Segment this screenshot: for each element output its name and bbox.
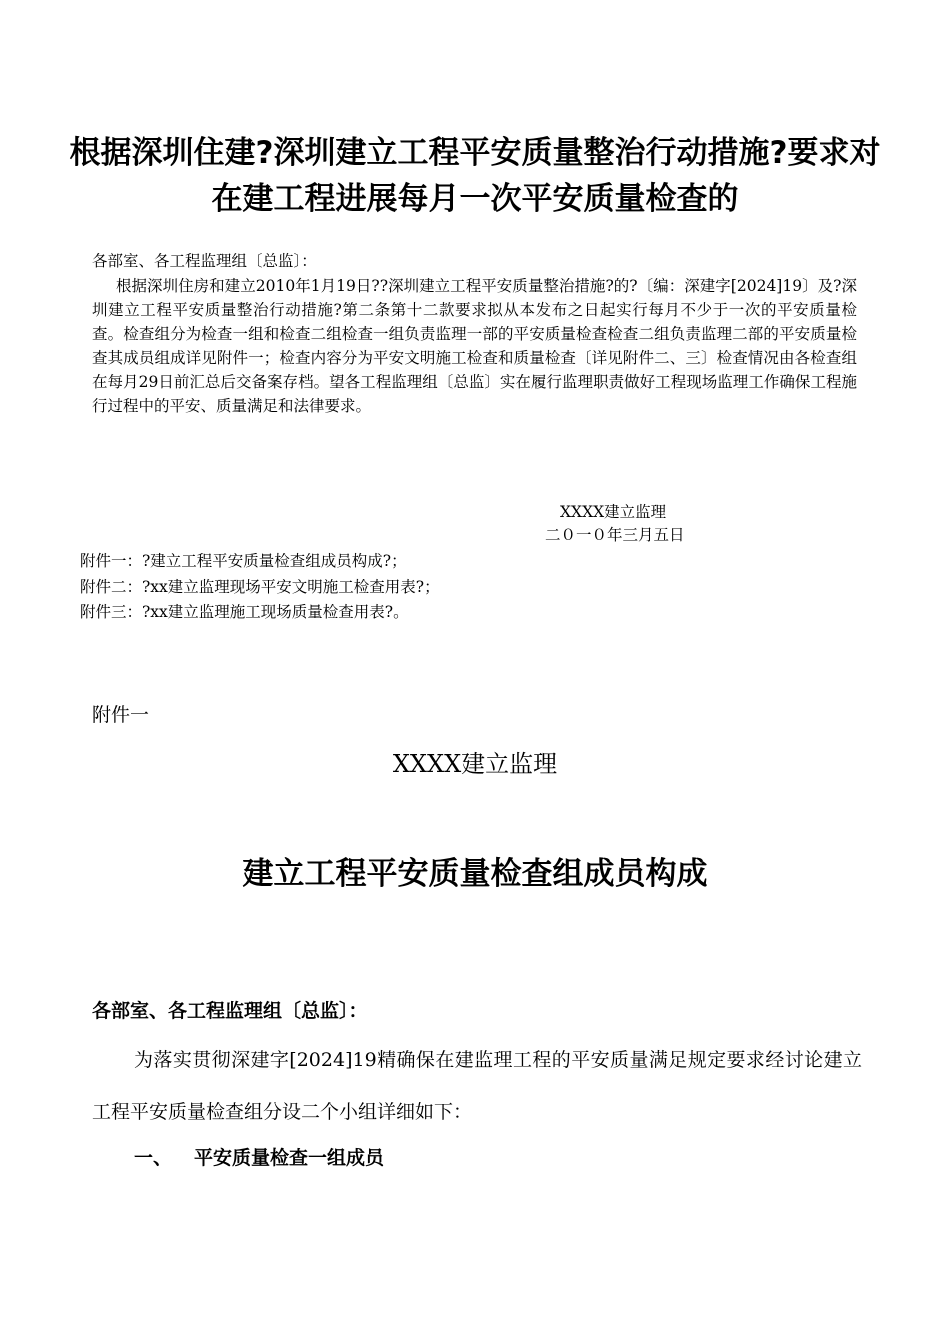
section-number: 一、 [134,1147,173,1169]
attachment-item-3: 附件三：?xx建立监理施工现场质量检查用表?。 [80,603,409,621]
notice-salutation: 各部室、各工程监理组〔总监〕： [92,252,317,270]
annex-organization: XXXX建立监理 [392,750,558,778]
signature-organization: XXXX建立监理 [560,503,667,521]
annex-paragraph: 为落实贯彻深建字[2024]19精确保在建监理工程的平安质量满足规定要求经讨论建立工程平安质量检查组分设二个小组详细如下： [92,1049,862,1123]
annex-salutation: 各部室、各工程监理组〔总监〕： [92,1000,368,1022]
annex-label: 附件一 [92,704,150,726]
notice-body-paragraph: 根据深圳住房和建立2010年1月19日??深圳建立工程平安质量整治措施?的?〔编：深建字[2024]19〕及?深圳建立工程平安质量整治行动措施?第二条第十二款要求拟从本发布之日起实行每月不少于一次的平安质量检查。检查组分为检查一组和检查二组检查一组负责监理一部的平安质量检查检查二组负责监理二部的平安质量检查其成员组成详见附件一；检查内容分为平安文明施工检查和质量检查〔详见附件二、三〕检查情况由各检查组在每月29日前汇总后交备案存档。望各工程监理组〔总监〕实在履行监理职责做好工程现场监理工作确保工程施行过程中的平安、质量满足和法律要求。 [92,277,857,415]
section-title: 平安质量检查一组成员 [194,1147,385,1169]
attachment-item-2: 附件二：?xx建立监理现场平安文明施工检查用表?； [80,578,440,596]
annex-title: 建立工程平安质量检查组成员构成 [242,856,708,892]
section-heading [134,1144,384,1172]
document-title: 根据深圳住建?深圳建立工程平安质量整治行动措施?要求对在建工程进展每月一次平安质量检查的 [69,135,881,217]
attachment-item-1: 附件一：?建立工程平安质量检查组成员构成?； [80,552,407,570]
signature-date: 二０一０年三月五日 [545,526,685,544]
